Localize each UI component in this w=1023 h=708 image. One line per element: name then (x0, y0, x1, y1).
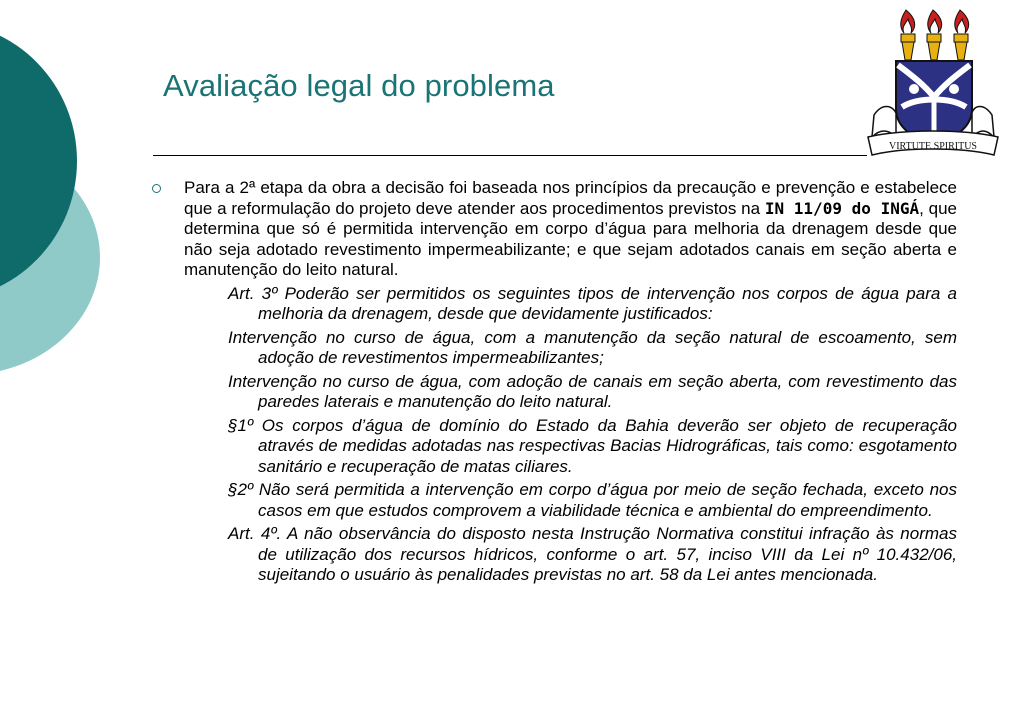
torch-icon (901, 10, 915, 60)
slide-body (146, 178, 957, 586)
torch-icon (927, 10, 942, 60)
legal-quote-item-1: Intervenção no curso de água, com a manutenção da seção natural de escoamento, sem adoção de revestimentos impermeabilizantes; (228, 327, 957, 367)
legal-quote-paragraph-2: §2º Não será permitida a intervenção em corpo d’água por meio de seção fechada, exceto nos casos em que estudos comprovem a viabilidade técnica e ambiental do empreendimento. (228, 480, 957, 520)
slide-title: Avaliação legal do problema (163, 68, 555, 103)
bullet-paragraph (146, 178, 957, 281)
crest-motto: VIRTUTE SPIRITUS (888, 141, 978, 152)
hollow-circle-bullet-icon (152, 184, 161, 193)
legal-quote-paragraph-1: §1º Os corpos d’água de domínio do Estado da Bahia deverão ser objeto de recuperação através de medidas adotadas nas respectivas Bacias Hidrográficas, tais como: esgotamento sanitário e recuperação de matas ciliares. (228, 415, 957, 476)
torch-icon (954, 10, 969, 60)
legal-quote-art3: Art. 3º Poderão ser permitidos os seguintes tipos de intervenção nos corpos de água para a melhoria da drenagem, desde que devidamente justificados: (228, 283, 957, 323)
university-crest-logo (862, 5, 1004, 162)
bullet-text-end: , que determina que só é permitida intervenção em corpo d’água para melhoria da drenagem desde que não seja adotado revestimento impermeabilizante; e que sejam adotados canais em seção aberta e manutenção do leito natural. (184, 198, 958, 279)
regulation-reference: IN 11/09 do INGÁ (764, 198, 920, 218)
legal-quote-item-2: Intervenção no curso de água, com adoção de canais em seção aberta, com revestimento das paredes laterais e manutenção do leito natural. (228, 371, 957, 411)
title-underline (153, 155, 867, 156)
legal-quote-art4: Art. 4º. A não observância do disposto nesta Instrução Normativa constitui infração às normas de utilização dos recursos hídricos, conforme o art. 57, inciso VIII da Lei nº 10.432/06, sujeitando o usuário às penalidades previstas no art. 58 da Lei antes mencionada. (228, 524, 957, 584)
bullet-text-start: Para a 2ª etapa da obra a decisão foi baseada nos princípios da precaução e prevenção e estabelece que a reformulação do projeto deve atender aos procedimentos previstos na (184, 178, 957, 218)
